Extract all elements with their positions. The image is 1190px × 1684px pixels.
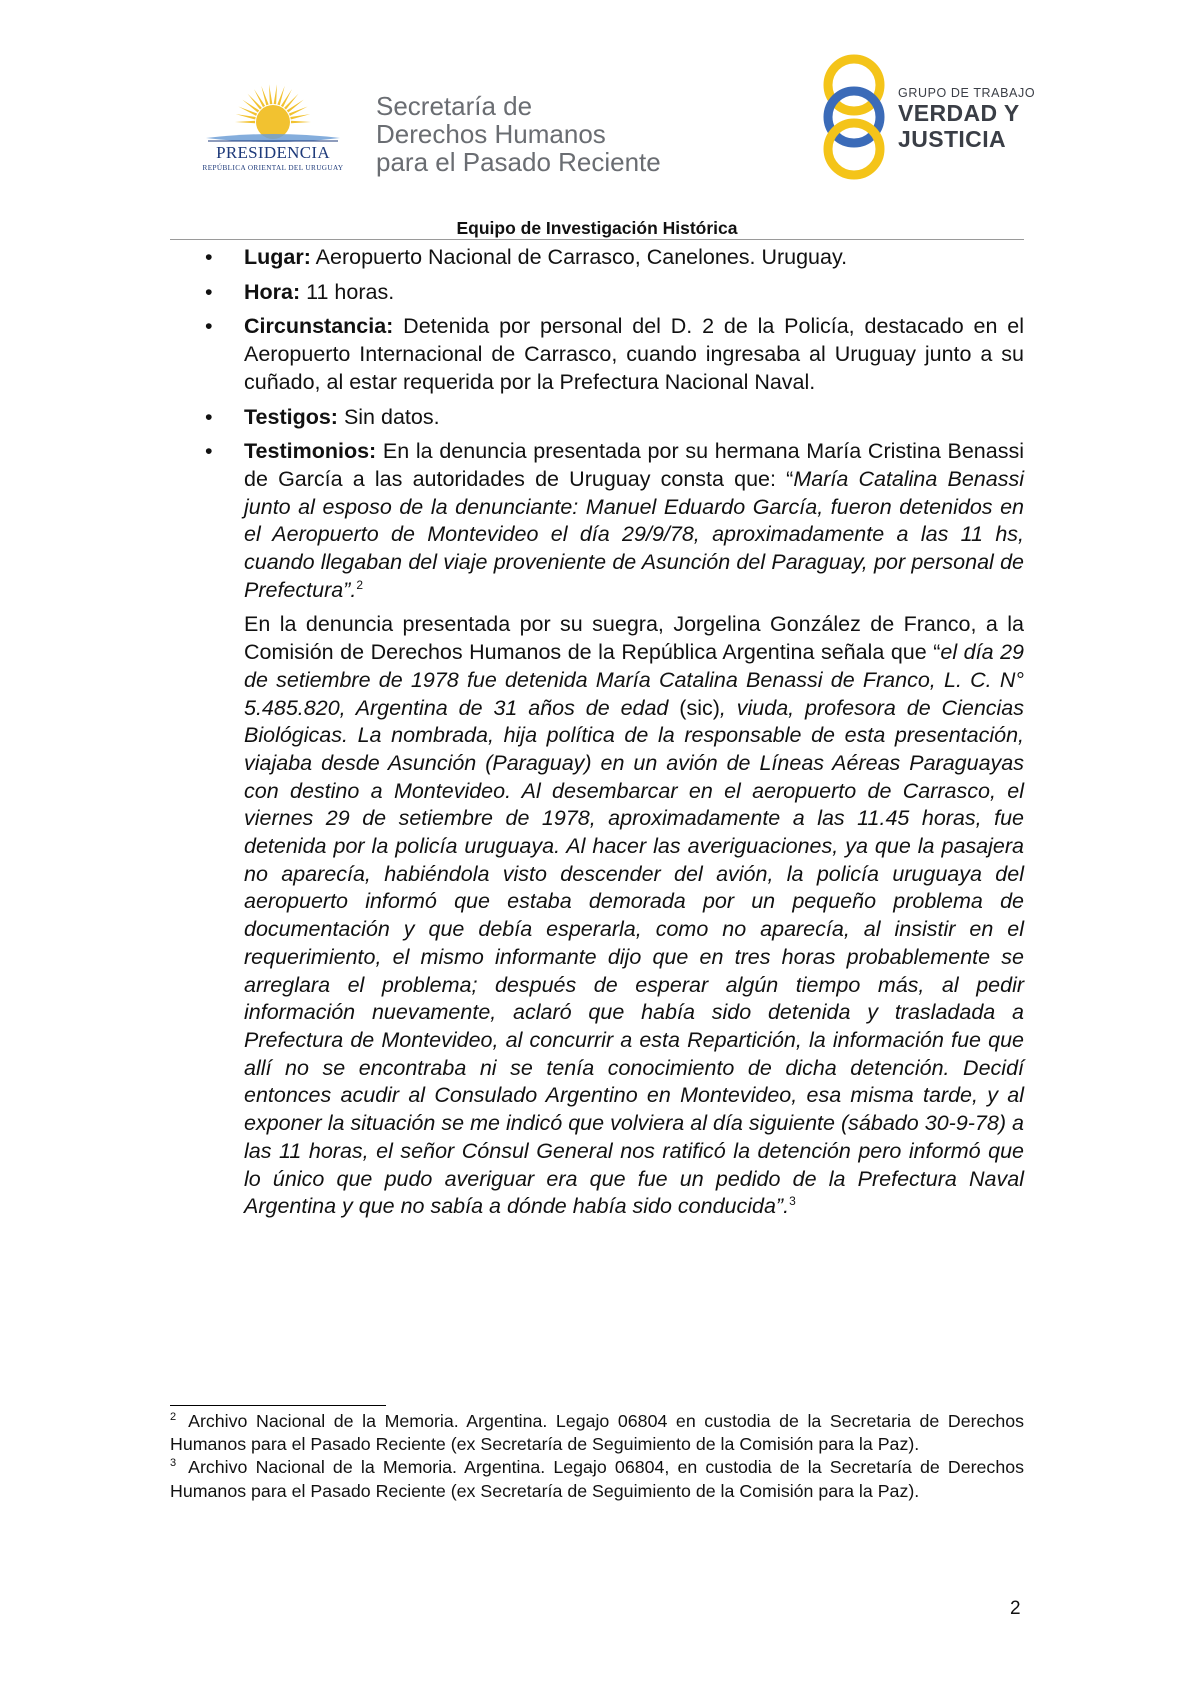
item-text: Sin datos.: [337, 404, 440, 429]
secretaria-line-2: Derechos Humanos: [376, 119, 606, 149]
gtvj-line-2: VERDAD Y: [898, 100, 1020, 126]
item-label: Hora:: [244, 279, 301, 304]
footnote-text: Archivo Nacional de la Memoria. Argentina. Legajo 06804 en custodia de la Secretaria de Derechos Humanos para el Pasado Reciente (ex Secretaría de Seguimiento de la Comisión para la Paz).: [170, 1411, 1024, 1455]
secretaria-line-1: Secretaría de: [376, 91, 533, 121]
item-label: Testigos:: [244, 404, 338, 429]
bullet-icon: •: [205, 245, 213, 269]
footnote-text: Archivo Nacional de la Memoria. Argentina. Legajo 06804, en custodia de la Secretaría de Derechos Humanos para el Pasado Reciente (ex Secretaría de Seguimiento de la Comisión para la Paz).: [170, 1457, 1024, 1501]
fact-list: [200, 244, 1024, 604]
list-item-circunstancia: [200, 313, 1024, 396]
item-label: Circunstancia:: [244, 314, 394, 339]
list-item-testimonios: [200, 438, 1024, 604]
bullet-icon: •: [205, 439, 213, 464]
footnote-number: 2: [170, 1411, 177, 1424]
quoted-testimony-1: el día 29 de setiembre de 1978 fue detenida María Catalina Benassi de Franco, L. C. N° 5.485.820, Argentina de 31 años de edad: [244, 640, 1025, 720]
item-text: Aeropuerto Nacional de Carrasco, Canelones. Uruguay.: [310, 245, 848, 269]
list-item-lugar: [200, 244, 1024, 272]
item-label: Lugar:: [244, 245, 311, 269]
presidencia-wordmark: PRESIDENCIA: [216, 143, 330, 162]
bullet-icon: •: [205, 279, 213, 304]
header-divider: [170, 239, 1024, 240]
document-body: [200, 244, 1024, 1221]
page-number: 2: [1010, 1598, 1021, 1619]
gtvj-line-1: GRUPO DE TRABAJO: [898, 86, 1036, 100]
presidencia-subtitle: REPÚBLICA ORIENTAL DEL URUGUAY: [202, 164, 344, 172]
footnotes: [170, 1410, 1024, 1503]
item-label: Testimonios:: [244, 439, 377, 464]
item-text: Detenida por personal del D. 2 de la Policía, destacado en el Aeropuerto Internacional de Carrasco, cuando ingresaba al Uruguay junto a su cuñado, al estar requerida por la Prefectura Nacional Naval.: [244, 314, 1024, 394]
gtvj-line-3: JUSTICIA: [898, 126, 1006, 152]
item-text: En la denuncia presentada por su hermana María Cristina Benassi de García a las autoridades de Uruguay consta que: “: [244, 439, 1024, 491]
footnote-number: 3: [170, 1457, 177, 1470]
list-item-hora: [200, 279, 1024, 307]
footnote-divider: [170, 1405, 386, 1406]
bullet-icon: •: [205, 404, 213, 429]
item-text: 11 horas.: [300, 279, 395, 304]
quoted-testimony-2: , viuda, profesora de Ciencias Biológicas. La nombrada, hija política de la responsable de esta presentación, viajaba desde Asunción (Paraguay) en un avión de Líneas Aéreas Paraguayas con destino a Montevideo. Al desembarcar en el aeropuerto de Carrasco, el viernes 29 de setiembre de 1978, aproximadamente a las 11.45 horas, fue detenida por la policía uruguaya. Al hacer las averiguaciones, ya que la pasajera no aparecía, habiéndola visto descender del avión, la policía uruguaya del aeropuerto informó que estaba demorada por un pequeño problema de documentación y que debía esperarla, como no aparecía, al insistir en el requerimiento, el mismo informante dijo que en tres horas probablemente se arreglara el problema; después de esperar algún tiempo más, al pedir información nuevamente, aclaró que había sido detenida y trasladada a Prefectura de Montevideo, al concurrir a esta Repartición, la información fue que allí no se encontraba ni se tenía conocimiento de dicha detención. Decidí entonces acudir al Consulado Argentino en Montevideo, esa misma tarde, y al exponer la situación se me indicó que volviera al día siguiente (sábado 30-9-78) a las 11 horas, el señor Cónsul General nos ratificó la detención pero informó que lo único que pudo averiguar era que fue un pedido de la Prefectura Naval Argentina y que no sabía a dónde había sido conducida”.: [244, 695, 1025, 1219]
secretaria-logotype: [376, 92, 661, 176]
secretaria-line-3: para el Pasado Reciente: [376, 147, 661, 177]
footnote-ref: 3: [789, 1194, 796, 1209]
footnote-2: [170, 1410, 1024, 1456]
gtvj-logotype: [898, 86, 1035, 151]
footnote-ref: 2: [356, 577, 364, 592]
team-heading: Equipo de Investigación Histórica: [456, 218, 738, 238]
paragraph-intro: En la denuncia presentada por su suegra, Jorgelina González de Franco, a la Comisión de Derechos Humanos de la República Argentina señala que “: [244, 612, 1024, 665]
testimony-paragraph: [200, 611, 1024, 1220]
linked-rings-icon: [818, 54, 890, 180]
quoted-testimony: María Catalina Benassi junto al esposo de la denunciante: Manuel Eduardo García, fueron detenidos en el Aeropuerto de Montevideo el día 29/9/78, aproximadamente a las 11 hs, cuando llegaban del viaje proveniente de Asunción del Paraguay, por personal de Prefectura”.: [244, 466, 1025, 602]
bullet-icon: •: [205, 314, 213, 339]
sic-note: (sic): [668, 695, 720, 720]
footnote-3: [170, 1456, 1024, 1502]
list-item-testigos: [200, 404, 1024, 432]
